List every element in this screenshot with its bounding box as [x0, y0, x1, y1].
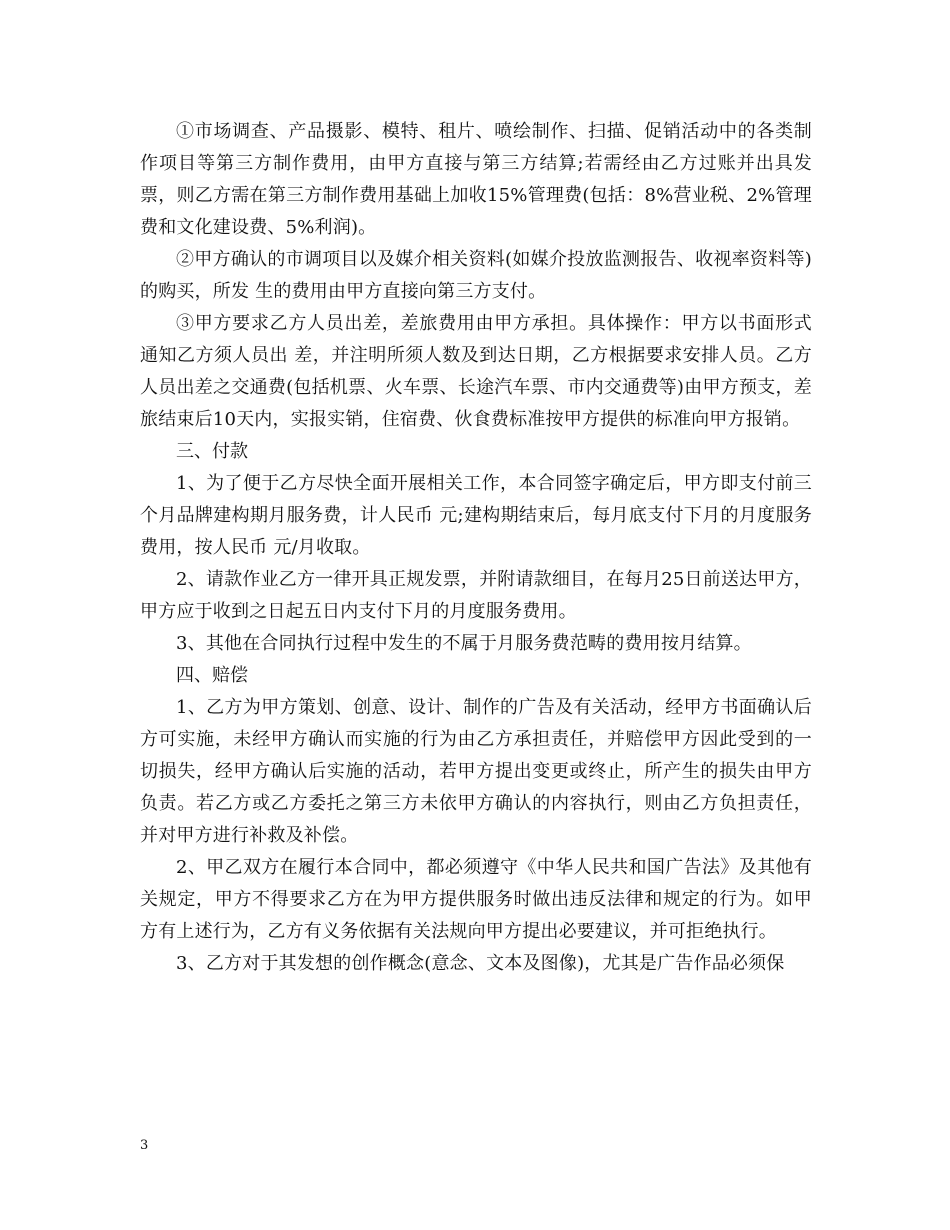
page-number: 3	[140, 1138, 149, 1153]
document-body	[140, 116, 812, 980]
clause-payment-3: 3、其他在合同执行过程中发生的不属于月服务费范畴的费用按月结算。	[176, 633, 752, 654]
clause-payment-1: 1、为了便于乙方尽快全面开展相关工作，本合同签字确定后，甲方即支付前三个月品牌建构期月服务费，计人民币 元;建构期结束后，每月底支付下月的月度服务费用，按人民币 元/月收取。	[140, 473, 812, 558]
clause-compensation-1: 1、乙方为甲方策划、创意、设计、制作的广告及有关活动，经甲方书面确认后方可实施，未经甲方确认而实施的行为由乙方承担责任，并赔偿甲方因此受到的一切损失，经甲方确认后实施的活动，若甲方提出变更或终止，所产生的损失由甲方负责。若乙方或乙方委托之第三方未依甲方确认的内容执行，则由乙方负担责任，并对甲方进行补救及补偿。	[140, 697, 812, 846]
clause-compensation-3: 3、乙方对于其发想的创作概念(意念、文本及图像)，尤其是广告作品必须保	[176, 953, 785, 974]
section-heading-payment: 三、付款	[176, 441, 248, 462]
clause-third-party-production-fees: ①市场调查、产品摄影、模特、租片、喷绘制作、扫描、促销活动中的各类制作项目等第三方制作费用，由甲方直接与第三方结算;若需经由乙方过账并出具发票，则乙方需在第三方制作费用基础上加收15%管理费(包括：8%营业税、2%管理费和文化建设费、5%利润)。	[140, 121, 812, 238]
clause-compensation-2: 2、甲乙双方在履行本合同中，都必须遵守《中华人民共和国广告法》及其他有关规定，甲方不得要求乙方在为甲方提供服务时做出违反法律和规定的行为。如甲方有上述行为，乙方有义务依据有关法规向甲方提出必要建议，并可拒绝执行。	[140, 857, 812, 942]
clause-payment-2: 2、请款作业乙方一律开具正规发票，并附请款细目，在每月25日前送达甲方，甲方应于收到之日起五日内支付下月的月度服务费用。	[140, 569, 812, 622]
section-heading-compensation: 四、赔偿	[176, 665, 248, 686]
clause-travel-expenses: ③甲方要求乙方人员出差，差旅费用由甲方承担。具体操作：甲方以书面形式通知乙方须人员出 差，并注明所须人数及到达日期，乙方根据要求安排人员。乙方人员出差之交通费(包括机票、火车票、长途汽车票、市内交通费等)由甲方预支，差旅结束后10天内，实报实销，住宿费、伙食费标准按甲方提供的标准向甲方报销。	[140, 313, 812, 430]
clause-market-research-purchase: ②甲方确认的市调项目以及媒介相关资料(如媒介投放监测报告、收视率资料等)的购买，所发 生的费用由甲方直接向第三方支付。	[140, 249, 812, 302]
